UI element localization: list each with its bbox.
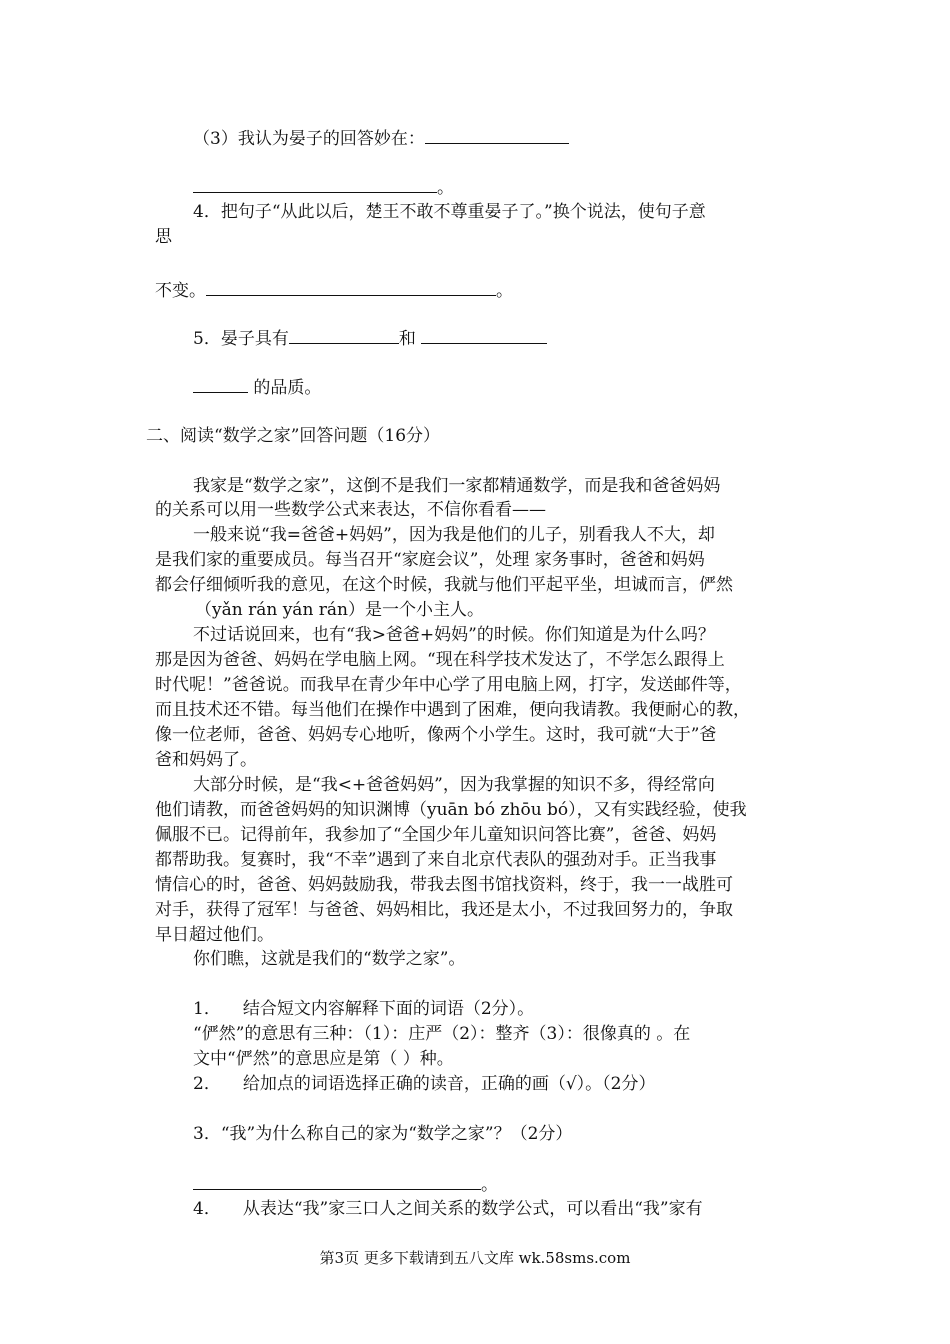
answer-blank[interactable] [289,326,399,344]
reading-question-1-line2: “俨然”的意思有三种：（1）：庄严（2）：整齐（3）：很像真的 。在 [193,1024,691,1044]
reading-question-3-answer: 。 [193,1172,498,1197]
reading-question-1: 1． 结合短文内容解释下面的词语（2分）。 [193,999,535,1019]
answer-blank[interactable] [421,326,547,344]
answer-blank[interactable] [193,375,248,393]
passage-line: 不过话说回来，也有“我>爸爸+妈妈”的时候。你们知道是为什么吗？ [193,625,715,645]
passage-line: 佩服不已。记得前年，我参加了“全国少年儿童知识问答比赛”，爸爸、妈妈 [155,825,717,845]
passage-line: 那是因为爸爸、妈妈在学电脑上网。“现在科学技术发达了，不学怎么跟得上 [155,650,725,670]
reading-question-2: 2． 给加点的词语选择正确的读音，正确的画（√）。（2分） [193,1074,656,1094]
passage-line: 大部分时候，是“我<+爸爸妈妈”，因为我掌握的知识不多，得经常向 [193,775,715,795]
question-3-line2: 。 [193,175,454,200]
passage-line: 是我们家的重要成员。每当召开“家庭会议”，处理 家务事时，爸爸和妈妈 [155,550,705,570]
reading-question-1-line3: 文中“俨然”的意思应是第（ ）种。 [193,1049,454,1069]
passage-line: 情信心的时，爸爸、妈妈鼓励我，带我去图书馆找资料，终于，我一一战胜可 [155,875,733,895]
answer-blank[interactable] [425,126,569,144]
passage-line: （yǎn rán yán rán）是一个小主人。 [195,600,485,620]
passage-line: 都会仔细倾听我的意见，在这个时候，我就与他们平起平坐，坦诚而言，俨然 [155,575,733,595]
question-3-text: （3）我认为晏子的回答妙在： [193,129,425,149]
section-heading: 二、阅读“数学之家”回答问题（16分） [146,426,441,446]
passage-line: 而且技术还不错。每当他们在操作中遇到了困难，便向我请教。我便耐心的教， [155,700,750,720]
passage-line: 他们请教，而爸爸妈妈的知识渊博（yuān bó zhōu bó），又有实践经验，使我 [155,800,747,820]
answer-blank[interactable] [193,1172,481,1190]
passage-line: 早日超过他们。 [155,925,274,945]
answer-blank[interactable] [193,175,437,193]
question-4-line2: 不变。 。 [155,278,513,303]
question-4-wrap: 思 [155,227,172,247]
reading-question-3: 3．“我”为什么称自己的家为“数学之家”？（2分） [193,1124,573,1144]
passage-line: 的关系可以用一些数学公式来表达，不信你看看—— [155,500,546,520]
question-5-line2: 的品质。 [193,375,321,400]
question-5: 5．晏子具有 和 [193,326,547,351]
reading-question-4: 4． 从表达“我”家三口人之间关系的数学公式，可以看出“我”家有 [193,1199,703,1219]
passage-line: 爸和妈妈了。 [155,750,257,770]
page-footer: 第3页 更多下载请到五八文库 wk.58sms.com [319,1249,631,1267]
passage-line: 你们瞧，这就是我们的“数学之家”。 [193,949,466,969]
passage-line: 我家是“数学之家”，这倒不是我们一家都精通数学，而是我和爸爸妈妈 [193,476,721,496]
passage-line: 一般来说“我=爸爸+妈妈”，因为我是他们的儿子，别看我人不大，却 [193,525,715,545]
passage-line: 对手，获得了冠军！与爸爸、妈妈相比，我还是太小，不过我回努力的，争取 [155,900,733,920]
passage-line: 都帮助我。复赛时，我“不幸”遇到了来自北京代表队的强劲对手。正当我事 [155,850,717,870]
question-4: 4．把句子“从此以后，楚王不敢不尊重晏子了。”换个说法，使句子意 [193,202,706,222]
passage-line: 时代呢！”爸爸说。而我早在青少年中心学了用电脑上网，打字，发送邮件等， [155,675,742,695]
question-3 [193,126,569,151]
passage-line: 像一位老师，爸爸、妈妈专心地听，像两个小学生。这时，我可就“大于”爸 [155,725,717,745]
answer-blank[interactable] [206,278,496,296]
